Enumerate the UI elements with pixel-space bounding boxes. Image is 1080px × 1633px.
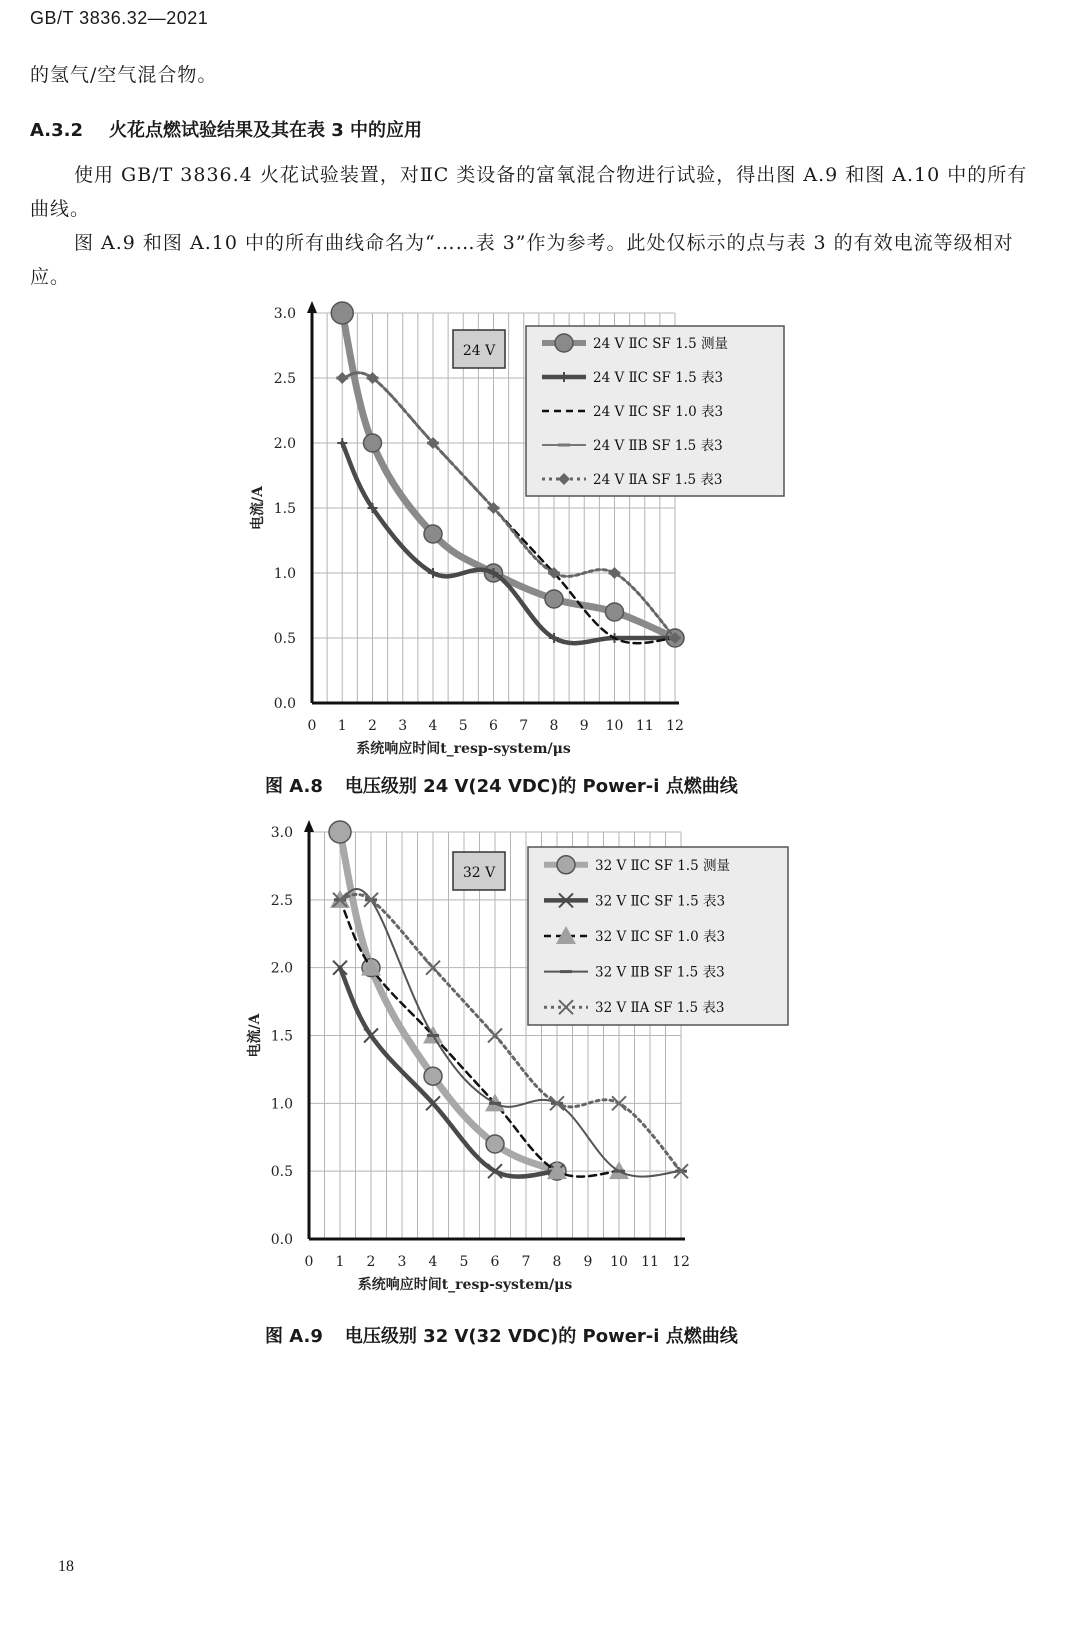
chart-title: 24 V — [462, 343, 496, 359]
data-point — [545, 590, 563, 608]
data-point — [331, 302, 353, 324]
x-tick-label: 5 — [459, 1254, 469, 1270]
data-point — [606, 603, 624, 621]
x-tick-label: 2 — [368, 718, 377, 734]
y-tick-label: 2.0 — [273, 436, 296, 452]
x-tick-label: 1 — [335, 1254, 345, 1270]
x-tick-label: 3 — [398, 718, 408, 734]
y-axis-arrow — [307, 301, 317, 313]
section-heading — [30, 116, 422, 142]
y-tick-label: 2.0 — [270, 960, 293, 977]
chart-24v — [225, 296, 825, 766]
legend-label: 32 V ⅡB SF 1.5 表3 — [595, 964, 725, 981]
x-tick-label: 8 — [549, 718, 559, 734]
x-tick-label: 2 — [366, 1254, 376, 1270]
legend-label: 24 V ⅡC SF 1.0 表3 — [593, 404, 724, 420]
x-tick-label: 12 — [672, 1254, 690, 1270]
data-point — [329, 821, 351, 843]
legend-label: 32 V ⅡC SF 1.0 表3 — [595, 929, 726, 945]
data-point — [424, 1067, 442, 1085]
x-tick-label: 7 — [521, 1254, 531, 1270]
legend-item — [544, 892, 725, 909]
chart-32v — [225, 815, 825, 1315]
x-tick-label: 5 — [458, 718, 468, 734]
x-tick-label: 1 — [337, 718, 347, 734]
legend-label: 24 V ⅡC SF 1.5 表3 — [593, 370, 724, 386]
legend-marker — [557, 856, 575, 874]
y-axis-label: 电流/A — [247, 1013, 263, 1058]
x-tick-label: 3 — [397, 1254, 407, 1270]
y-tick-label: 3.0 — [273, 306, 296, 322]
x-tick-label: 7 — [519, 718, 529, 734]
x-tick-label: 0 — [304, 1254, 314, 1270]
y-tick-label: 0.0 — [270, 1232, 293, 1248]
x-tick-label: 8 — [552, 1254, 562, 1270]
chart-32v-svg — [225, 815, 825, 1315]
x-tick-label: 4 — [428, 718, 438, 734]
standard-header: GB/T 3836.32—2021 — [30, 8, 209, 28]
x-tick-label: 9 — [579, 718, 589, 734]
y-tick-label: 3.0 — [270, 825, 293, 841]
figure-caption-a8 — [265, 772, 965, 798]
x-tick-label: 11 — [635, 718, 654, 734]
figure-id-a9: 图 A.9 — [265, 1326, 323, 1347]
paragraph-line1: 的氢气/空气混合物。 — [30, 64, 218, 86]
data-point — [336, 372, 348, 384]
x-tick-label: 10 — [610, 1254, 628, 1270]
figure-caption-a9 — [265, 1322, 965, 1348]
x-tick-label: 9 — [583, 1254, 593, 1270]
legend-marker — [555, 334, 573, 352]
legend-label: 32 V ⅡA SF 1.5 表3 — [595, 1000, 725, 1017]
chart-title-box — [453, 330, 505, 368]
x-tick-label: 10 — [605, 718, 624, 734]
legend-item — [544, 856, 730, 874]
section-number: A.3.2 — [30, 120, 83, 141]
chart-24v-svg — [225, 296, 825, 766]
data-point — [486, 1135, 504, 1153]
chart-title: 32 V — [462, 865, 496, 881]
figure-id-a8: 图 A.8 — [265, 776, 323, 797]
y-axis-label: 电流/A — [250, 486, 266, 530]
x-tick-label: 6 — [490, 1254, 500, 1270]
y-tick-label: 2.5 — [270, 892, 293, 909]
page-number: 18 — [58, 1558, 74, 1575]
x-tick-label: 0 — [307, 718, 317, 734]
y-tick-label: 1.0 — [273, 566, 296, 582]
paragraph-2: 图 A.9 和图 A.10 中的所有曲线命名为“……表 3”作为参考。此处仅标示的点与表 3 的有效电流等级相对应。 — [30, 232, 1014, 288]
y-tick-label: 0.5 — [273, 631, 296, 647]
y-tick-label: 1.5 — [270, 1028, 293, 1045]
data-point — [609, 567, 621, 579]
data-point — [424, 525, 442, 543]
y-tick-label: 1.0 — [270, 1096, 293, 1113]
y-axis-arrow — [304, 820, 314, 832]
y-tick-label: 0.0 — [273, 696, 296, 712]
figure-title-a8: 电压级别 24 V(24 VDC)的 Power-i 点燃曲线 — [344, 776, 738, 797]
x-tick-label: 6 — [489, 718, 498, 734]
legend — [526, 326, 784, 496]
legend-label: 24 V ⅡC SF 1.5 测量 — [593, 336, 728, 352]
figure-title-a9: 电压级别 32 V(32 VDC)的 Power-i 点燃曲线 — [344, 1326, 738, 1347]
x-axis-label: 系统响应时间t_resp-system/μs — [356, 741, 571, 757]
y-tick-label: 0.5 — [270, 1164, 293, 1181]
data-point — [364, 434, 382, 452]
legend-item — [542, 334, 728, 352]
legend-label: 32 V ⅡC SF 1.5 测量 — [595, 857, 730, 874]
x-tick-label: 4 — [428, 1254, 438, 1270]
legend-label: 24 V ⅡB SF 1.5 表3 — [593, 438, 723, 454]
legend — [528, 847, 788, 1025]
legend-label: 24 V ⅡA SF 1.5 表3 — [593, 472, 723, 488]
x-axis-label: 系统响应时间t_resp-system/μs — [357, 1277, 573, 1293]
section-title: 火花点燃试验结果及其在表 3 中的应用 — [109, 120, 423, 141]
y-tick-label: 2.5 — [273, 371, 296, 387]
legend-label: 32 V ⅡC SF 1.5 表3 — [595, 893, 726, 910]
x-tick-label: 11 — [641, 1254, 659, 1270]
chart-title-box — [453, 852, 505, 890]
y-tick-label: 1.5 — [273, 501, 296, 517]
paragraph-1: 使用 GB/T 3836.4 火花试验装置，对ⅡC 类设备的富氧混合物进行试验，得出图 A.9 和图 A.10 中的所有曲线。 — [30, 164, 1028, 220]
x-tick-label: 12 — [666, 718, 684, 734]
